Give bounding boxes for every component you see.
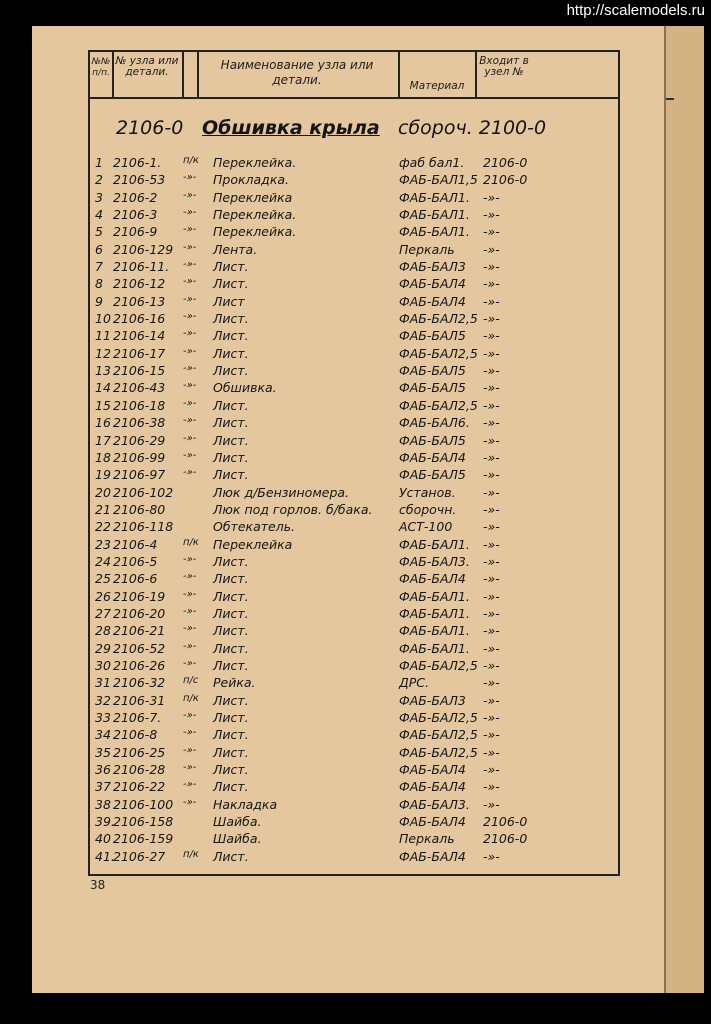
- row-number: 18: [95, 449, 111, 465]
- part-code: 2106-29: [113, 432, 166, 448]
- part-name: Лист.: [213, 571, 249, 587]
- row-number: 9: [95, 293, 103, 309]
- ditto-mark: -»-: [183, 744, 197, 756]
- part-material: ФАБ-БАЛ3: [399, 259, 466, 275]
- ditto-mark: -»-: [183, 657, 197, 669]
- part-code: 2106-1.: [113, 155, 162, 170]
- row-number: 23: [95, 536, 111, 552]
- table-row: [95, 415, 615, 432]
- table-row: [95, 554, 615, 571]
- assembly-unit: -»-: [483, 363, 500, 379]
- header-num: №№ п/п.: [91, 57, 111, 78]
- table-row: [95, 727, 615, 744]
- part-name: Лист.: [213, 779, 249, 795]
- row-number: 27: [95, 605, 111, 621]
- part-name: Лист.: [213, 623, 249, 639]
- part-material: фаб бал1.: [399, 155, 465, 170]
- part-code: 2106-97: [113, 467, 166, 483]
- part-code: 2106-158: [113, 814, 174, 830]
- ditto-mark: -»-: [183, 762, 197, 774]
- part-material: ФАБ-БАЛ5: [399, 328, 466, 344]
- part-code: 2106-4: [113, 536, 158, 552]
- ditto-mark: -»-: [183, 207, 197, 219]
- ditto-mark: -»-: [183, 449, 197, 461]
- part-code: 2106-14: [113, 328, 166, 344]
- part-material: ФАБ-БАЛ1.: [399, 605, 470, 621]
- part-material: ФАБ-БАЛ1.: [399, 640, 470, 656]
- part-code: 2106-102: [113, 484, 174, 500]
- table-row: [95, 485, 615, 502]
- part-material: ФАБ-БАЛ2,5: [399, 345, 478, 361]
- part-code: 2106-28: [113, 762, 166, 778]
- assembly-unit: -»-: [483, 415, 500, 431]
- row-number: 29: [95, 640, 111, 656]
- part-code: 2106-26: [113, 657, 166, 673]
- part-name: Рейка.: [213, 675, 256, 691]
- assembly-unit: -»-: [483, 710, 500, 725]
- part-code: 2106-16: [113, 311, 166, 327]
- section-title: Обшивка крыла: [202, 117, 380, 139]
- row-number: 28: [95, 623, 111, 639]
- part-material: ФАБ-БАЛ4: [399, 814, 466, 830]
- assembly-unit: -»-: [483, 207, 500, 223]
- ditto-mark: -»-: [183, 328, 197, 340]
- part-material: Перкаль: [399, 831, 455, 847]
- part-material: ФАБ-БАЛ2,5: [399, 397, 478, 413]
- part-material: ФАБ-БАЛ6.: [399, 415, 470, 431]
- part-name: Лента.: [213, 241, 258, 257]
- assembly-unit: -»-: [483, 501, 500, 517]
- table-row: [95, 276, 615, 293]
- row-number: 35: [95, 744, 111, 760]
- part-name: Переклейка: [213, 189, 293, 205]
- row-number: 5: [95, 224, 103, 240]
- table-row: [95, 658, 615, 675]
- table-row: [95, 172, 615, 189]
- header-material: Материал: [409, 80, 465, 92]
- assembly-unit: -»-: [483, 675, 500, 691]
- part-material: ФАБ-БАЛ4: [399, 276, 466, 292]
- row-number: 19: [95, 467, 111, 483]
- ditto-mark: -»-: [183, 276, 197, 288]
- part-name: Лист.: [213, 727, 249, 743]
- row-number: 31: [95, 675, 111, 691]
- part-material: ФАБ-БАЛ4: [399, 571, 466, 587]
- table-row: [95, 398, 615, 415]
- ditto-mark: п/с: [183, 675, 199, 687]
- table-row: [95, 675, 615, 692]
- ditto-mark: -»-: [183, 727, 197, 739]
- part-code: 2106-2: [113, 189, 158, 205]
- part-material: ФАБ-БАЛ3.: [399, 553, 470, 569]
- table-row: [95, 693, 615, 710]
- ditto-mark: -»-: [183, 640, 197, 652]
- assembly-unit: -»-: [483, 432, 500, 448]
- next-page-edge: [664, 26, 704, 993]
- ditto-mark: -»-: [183, 467, 197, 479]
- header-divider: [90, 97, 618, 99]
- ditto-mark: -»-: [183, 710, 197, 721]
- part-code: 2106-52: [113, 640, 166, 656]
- row-number: 7: [95, 259, 103, 275]
- row-number: 40: [95, 831, 111, 847]
- part-material: ФАБ-БАЛ4: [399, 293, 466, 309]
- part-code: 2106-100: [113, 796, 174, 812]
- row-number: 15: [95, 397, 111, 413]
- part-name: Лист.: [213, 657, 249, 673]
- assembly-unit: -»-: [483, 328, 500, 344]
- part-code: 2106-13: [113, 293, 166, 309]
- part-name: Лист.: [213, 363, 249, 379]
- part-code: 2106-25: [113, 744, 166, 760]
- part-code: 2106-6: [113, 571, 158, 587]
- column-divider: [197, 52, 199, 97]
- part-material: ФАБ-БАЛ2,5: [399, 744, 478, 760]
- table-row: [95, 849, 615, 866]
- part-name: Лист.: [213, 553, 249, 569]
- assembly-unit: 2106-0: [483, 172, 528, 188]
- assembly-unit: -»-: [483, 380, 500, 396]
- part-name: Лист.: [213, 605, 249, 621]
- part-material: ФАБ-БАЛ5: [399, 467, 466, 483]
- ditto-mark: -»-: [183, 189, 197, 201]
- section-assembly: сбороч. 2100-0: [398, 117, 547, 139]
- row-number: 32: [95, 692, 111, 708]
- assembly-unit: -»-: [483, 762, 500, 778]
- part-name: Лист.: [213, 762, 249, 778]
- table-row: [95, 779, 615, 796]
- part-material: ФАБ-БАЛ4: [399, 779, 466, 795]
- part-code: 2106-99: [113, 449, 166, 465]
- ditto-mark: -»-: [183, 553, 197, 565]
- part-material: ФАБ-БАЛ2,5: [399, 311, 478, 327]
- part-material: ФАБ-БАЛ5: [399, 432, 466, 448]
- ditto-mark: п/к: [183, 692, 199, 704]
- part-material: ФАБ-БАЛ1.: [399, 536, 470, 552]
- part-name: Переклейка: [213, 536, 293, 552]
- row-number: 37: [95, 779, 111, 795]
- part-code: 2106-129: [113, 241, 174, 257]
- ditto-mark: -»-: [183, 293, 197, 305]
- assembly-unit: -»-: [483, 259, 500, 275]
- part-material: ФАБ-БАЛ1,5: [399, 172, 478, 188]
- part-code: 2106-43: [113, 380, 166, 396]
- row-number: 3: [95, 189, 103, 205]
- ditto-mark: -»-: [183, 415, 197, 427]
- table-row: [95, 155, 615, 172]
- part-name: Лист.: [213, 744, 249, 760]
- ditto-mark: -»-: [183, 311, 197, 323]
- assembly-unit: -»-: [483, 692, 500, 708]
- ditto-mark: -»-: [183, 571, 197, 583]
- row-number: 12: [95, 345, 111, 361]
- table-row: [95, 363, 615, 380]
- assembly-unit: -»-: [483, 189, 500, 205]
- ditto-mark: п/к: [183, 536, 199, 548]
- row-number: 8: [95, 276, 103, 292]
- assembly-unit: -»-: [483, 727, 500, 743]
- ditto-mark: -»-: [183, 224, 197, 236]
- part-name: Лист.: [213, 449, 249, 465]
- row-number: 4: [95, 207, 103, 223]
- assembly-unit: -»-: [483, 744, 500, 760]
- part-code: 2106-5: [113, 553, 158, 569]
- row-number: 20: [95, 484, 111, 500]
- part-material: ФАБ-БАЛ5: [399, 363, 466, 379]
- assembly-unit: 2106-0: [483, 831, 528, 847]
- part-material: ФАБ-БАЛ2,5: [399, 727, 478, 743]
- header-code: № узла или детали.: [115, 55, 179, 78]
- row-number: 17: [95, 432, 111, 448]
- part-material: ФАБ-БАЛ4: [399, 848, 466, 864]
- table-row: [95, 380, 615, 397]
- assembly-unit: -»-: [483, 640, 500, 656]
- row-number: 33: [95, 710, 111, 725]
- row-number: 13: [95, 363, 111, 379]
- part-material: ФАБ-БАЛ4: [399, 449, 466, 465]
- assembly-unit: -»-: [483, 519, 500, 535]
- ditto-mark: -»-: [183, 588, 197, 600]
- row-number: 24: [95, 553, 111, 569]
- part-name: Переклейка.: [213, 155, 297, 170]
- table-row: [95, 294, 615, 311]
- part-material: сборочн.: [399, 501, 457, 517]
- part-code: 2106-31: [113, 692, 166, 708]
- part-code: 2106-20: [113, 605, 166, 621]
- part-name: Лист.: [213, 415, 249, 431]
- assembly-unit: -»-: [483, 796, 500, 812]
- row-number: 39.: [95, 814, 115, 830]
- part-name: Обшивка.: [213, 380, 277, 396]
- part-name: Шайба.: [213, 814, 262, 830]
- part-material: ФАБ-БАЛ4: [399, 762, 466, 778]
- part-material: Установ.: [399, 484, 456, 500]
- part-material: ФАБ-БАЛ1.: [399, 588, 470, 604]
- part-name: Лист.: [213, 432, 249, 448]
- row-number: 10: [95, 311, 111, 327]
- assembly-unit: -»-: [483, 293, 500, 309]
- part-material: ФАБ-БАЛ1.: [399, 207, 470, 223]
- part-code: 2106-159: [113, 831, 174, 847]
- row-number: 1: [95, 155, 103, 170]
- part-material: АСТ-100: [399, 519, 453, 535]
- assembly-unit: -»-: [483, 605, 500, 621]
- ditto-mark: -»-: [183, 779, 197, 791]
- part-name: Обтекатель.: [213, 519, 296, 535]
- table-row: [95, 467, 615, 484]
- row-number: 16: [95, 415, 111, 431]
- part-material: ФАБ-БАЛ2,5: [399, 710, 478, 725]
- assembly-unit: -»-: [483, 311, 500, 327]
- row-number: 34: [95, 727, 111, 743]
- part-material: ФАБ-БАЛ3.: [399, 796, 470, 812]
- table-row: [95, 762, 615, 779]
- assembly-unit: 2106-0: [483, 155, 528, 170]
- table-row: [95, 502, 615, 519]
- part-material: ФАБ-БАЛ1.: [399, 224, 470, 240]
- table-row: [95, 519, 615, 536]
- assembly-unit: -»-: [483, 276, 500, 292]
- ditto-mark: -»-: [183, 623, 197, 635]
- part-code: 2106-12: [113, 276, 166, 292]
- table-row: [95, 623, 615, 640]
- assembly-unit: -»-: [483, 848, 500, 864]
- table-row: [95, 797, 615, 814]
- row-number: 25: [95, 571, 111, 587]
- ditto-mark: -»-: [183, 172, 197, 184]
- part-code: 2106-32: [113, 675, 166, 691]
- part-name: Люк под горлов. б/бака.: [213, 501, 373, 517]
- ditto-mark: -»-: [183, 432, 197, 444]
- assembly-unit: -»-: [483, 449, 500, 465]
- part-code: 2106-8: [113, 727, 158, 743]
- assembly-unit: -»-: [483, 224, 500, 240]
- assembly-unit: -»-: [483, 571, 500, 587]
- part-name: Лист.: [213, 848, 249, 864]
- row-number: 21: [95, 501, 111, 517]
- edge-mark: [666, 98, 674, 100]
- part-code: 2106-9: [113, 224, 158, 240]
- part-code: 2106-3: [113, 207, 158, 223]
- part-material: Перкаль: [399, 241, 455, 257]
- part-code: 2106-53: [113, 172, 166, 188]
- ditto-mark: -»-: [183, 241, 197, 253]
- assembly-unit: -»-: [483, 241, 500, 257]
- row-number: 22: [95, 519, 111, 535]
- table-row: [95, 242, 615, 259]
- part-name: Лист.: [213, 259, 249, 275]
- assembly-unit: -»-: [483, 397, 500, 413]
- assembly-unit: -»-: [483, 345, 500, 361]
- part-code: 2106-18: [113, 397, 166, 413]
- table-row: [95, 259, 615, 276]
- table-row: [95, 311, 615, 328]
- table-row: [95, 831, 615, 848]
- table-row: [95, 537, 615, 554]
- part-code: 2106-80: [113, 501, 166, 517]
- part-name: Лист.: [213, 345, 249, 361]
- table-frame: [88, 50, 620, 876]
- part-name: Лист.: [213, 311, 249, 327]
- table-row: [95, 450, 615, 467]
- part-material: ДРС.: [399, 675, 430, 691]
- header-unit: Входит в узел №: [479, 55, 529, 78]
- part-name: Лист: [213, 293, 245, 309]
- row-number: 41.: [95, 848, 115, 864]
- part-material: ФАБ-БАЛ1.: [399, 623, 470, 639]
- watermark: http://scalemodels.ru: [566, 2, 705, 19]
- ditto-mark: -»-: [183, 605, 197, 617]
- assembly-unit: 2106-0: [483, 814, 528, 830]
- part-name: Лист.: [213, 276, 249, 292]
- assembly-unit: -»-: [483, 588, 500, 604]
- part-code: 2106-17: [113, 345, 166, 361]
- part-name: Лист.: [213, 640, 249, 656]
- table-row: [95, 571, 615, 588]
- part-code: 2106-7.: [113, 710, 162, 725]
- part-name: Лист.: [213, 692, 249, 708]
- part-material: ФАБ-БАЛ2,5: [399, 657, 478, 673]
- assembly-unit: -»-: [483, 467, 500, 483]
- part-name: Лист.: [213, 467, 249, 483]
- header-name: Наименование узла или детали.: [220, 58, 374, 87]
- part-name: Переклейка.: [213, 224, 297, 240]
- page-number: 38: [90, 878, 106, 892]
- assembly-unit: -»-: [483, 484, 500, 500]
- part-code: 2106-19: [113, 588, 166, 604]
- assembly-unit: -»-: [483, 536, 500, 552]
- part-code: 2106-15: [113, 363, 166, 379]
- row-number: 14: [95, 380, 111, 396]
- assembly-unit: -»-: [483, 657, 500, 673]
- part-code: 2106-38: [113, 415, 166, 431]
- assembly-unit: -»-: [483, 553, 500, 569]
- assembly-unit: -»-: [483, 779, 500, 795]
- table-row: [95, 606, 615, 623]
- table-row: [95, 814, 615, 831]
- ditto-mark: -»-: [183, 796, 197, 808]
- column-divider: [182, 52, 184, 97]
- parts-list: [95, 155, 615, 866]
- table-row: [95, 745, 615, 762]
- assembly-unit: -»-: [483, 623, 500, 639]
- row-number: 11: [95, 328, 111, 344]
- part-name: Лист.: [213, 397, 249, 413]
- ditto-mark: -»-: [183, 397, 197, 409]
- ditto-mark: -»-: [183, 380, 197, 392]
- ditto-mark: п/к: [183, 155, 199, 166]
- table-row: [95, 710, 615, 727]
- table-row: [95, 190, 615, 207]
- part-material: ФАБ-БАЛ5: [399, 380, 466, 396]
- table-row: [95, 641, 615, 658]
- table-row: [95, 224, 615, 241]
- row-number: 26: [95, 588, 111, 604]
- table-row: [95, 346, 615, 363]
- row-number: 30: [95, 657, 111, 673]
- part-name: Накладка: [213, 796, 278, 812]
- part-name: Лист.: [213, 328, 249, 344]
- part-name: Переклейка.: [213, 207, 297, 223]
- section-code: 2106-0: [116, 117, 184, 139]
- row-number: 38: [95, 796, 111, 812]
- part-name: Прокладка.: [213, 172, 290, 188]
- ditto-mark: -»-: [183, 345, 197, 357]
- part-material: ФАБ-БАЛ1.: [399, 189, 470, 205]
- ditto-mark: -»-: [183, 259, 197, 271]
- table-row: [95, 207, 615, 224]
- part-material: ФАБ-БАЛ3: [399, 692, 466, 708]
- part-name: Шайба.: [213, 831, 262, 847]
- part-name: Люк д/Бензиномера.: [213, 484, 350, 500]
- row-number: 6: [95, 241, 103, 257]
- table-row: [95, 433, 615, 450]
- part-name: Лист.: [213, 588, 249, 604]
- part-code: 2106-11.: [113, 259, 170, 275]
- ditto-mark: п/к: [183, 848, 199, 860]
- row-number: 2: [95, 172, 103, 188]
- part-name: Лист.: [213, 710, 249, 725]
- table-row: [95, 328, 615, 345]
- part-code: 2106-21: [113, 623, 166, 639]
- row-number: 36: [95, 762, 111, 778]
- part-code: 2106-27: [113, 848, 166, 864]
- part-code: 2106-22: [113, 779, 166, 795]
- table-row: [95, 589, 615, 606]
- part-code: 2106-118: [113, 519, 174, 535]
- ditto-mark: -»-: [183, 363, 197, 375]
